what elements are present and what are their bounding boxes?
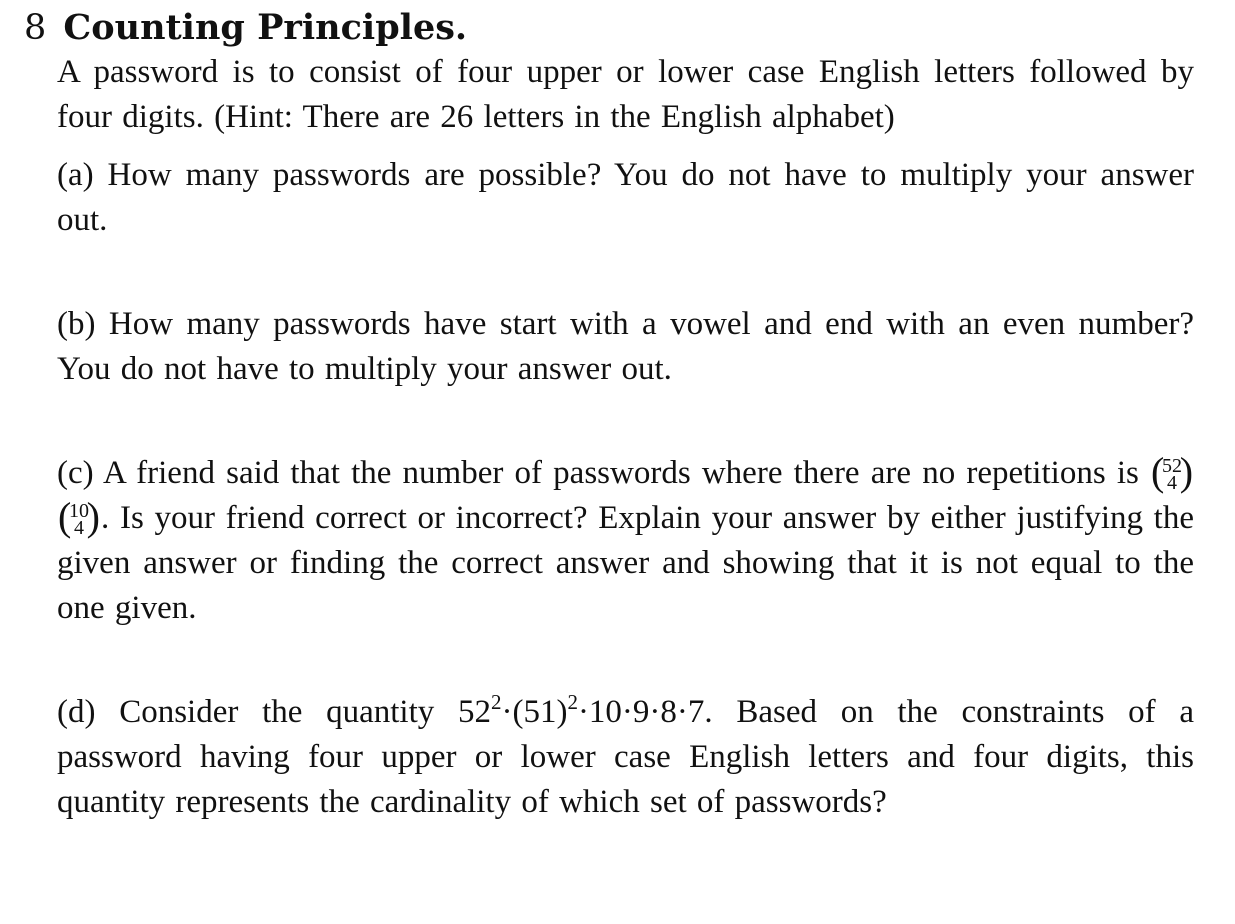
- problem-8: [24, 6, 1194, 825]
- part-a: (a) How many passwords are possible? You do not have to multiply your answer out.: [57, 157, 1194, 238]
- part-c-text-before: (c) A friend said that the number of passwords where there are no repetitions is: [57, 455, 1139, 491]
- part-d: [57, 690, 1194, 825]
- part-b: (b) How many passwords have start with a vowel and end with an even number? You do not have to multiply your answer out.: [57, 306, 1194, 387]
- part-d-text-after: ·10·9·8·7. Based on the constraints of a password having four upper or lower case English letters and four digits, this quantity represents the cardinality of which set of passwords?: [57, 694, 1195, 820]
- part-c-text-after: . Is your friend correct or incorrect? Explain your answer by either justifying the given answer or finding the correct answer and showing that it is not equal to the one given.: [57, 500, 1194, 626]
- problem-number: 8: [24, 8, 47, 48]
- part-c: [57, 451, 1194, 631]
- binomial-10-choose-4: [58, 500, 100, 540]
- problem-heading: [24, 6, 1194, 50]
- problem-title: Counting Principles.: [63, 7, 468, 48]
- part-d-text-middle: ·(51): [501, 694, 568, 730]
- part-d-exponent-2: 2: [567, 690, 578, 714]
- binomial-1-n: ( 52: [1162, 455, 1183, 478]
- binomial-2-k: 4: [74, 517, 84, 540]
- problem-body: [57, 50, 1194, 825]
- binomial-2-n: ( 10: [69, 500, 89, 523]
- binomial-1-k: 4: [1167, 472, 1178, 495]
- part-d-text-before: (d) Consider the quantity 52: [57, 694, 491, 730]
- binomial-52-choose-4: [1151, 455, 1193, 495]
- problem-intro: A password is to consist of four upper or lower case English letters followed by four digits. (Hint: There are 26 letters in the English alphabet): [57, 54, 1194, 135]
- part-d-exponent-1: 2: [490, 690, 502, 714]
